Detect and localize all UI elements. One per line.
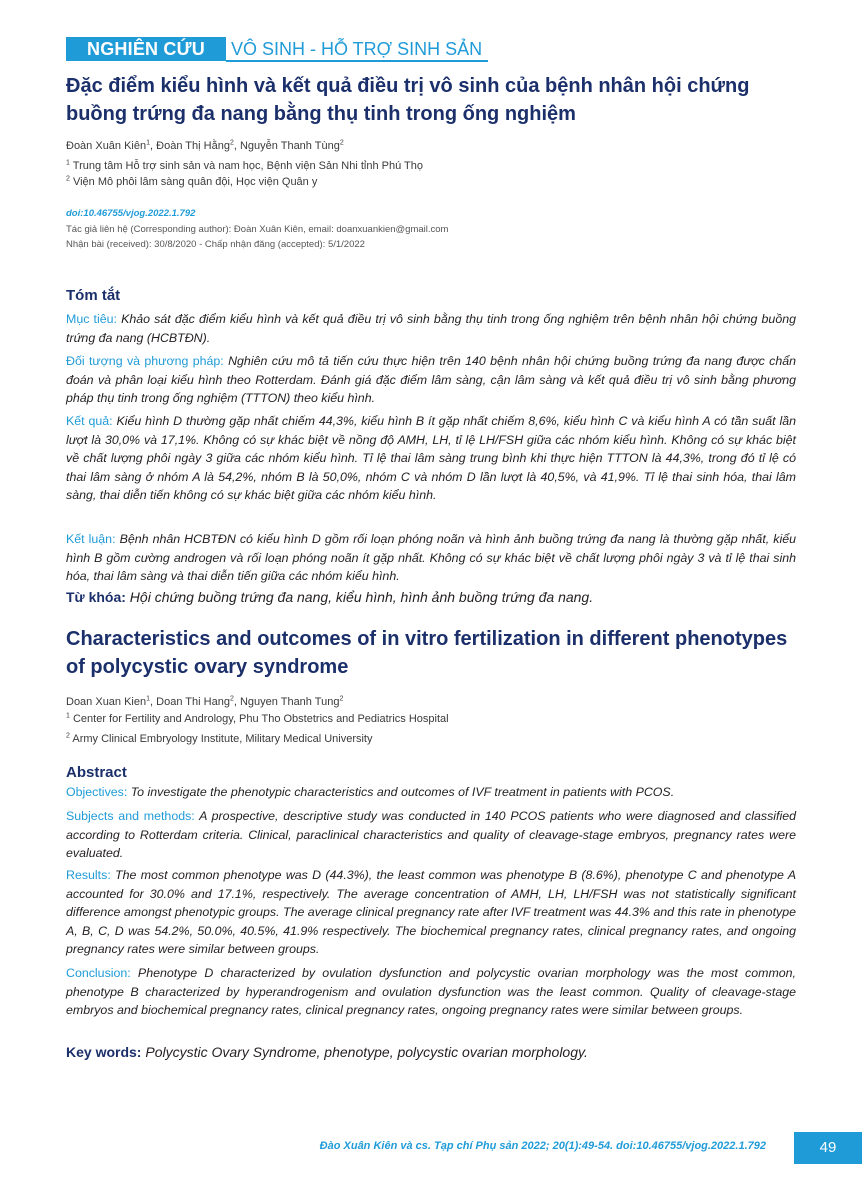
vn-keywords: Từ khóa: Hội chứng buồng trứng đa nang, kiểu hình, hình ảnh buồng trứng đa nang. <box>66 589 594 605</box>
section-topic: VÔ SINH - HỖ TRỢ SINH SẢN <box>231 39 483 59</box>
vn-methods: Đối tượng và phương pháp: Nghiên cứu mô tả tiến cứu thực hiện trên 140 bệnh nhân hội chứng buồng trứng đa nang được chẩn đoán và phân loại kiểu hình theo Rotterdam. Đánh giá đặc điểm lâm sàng, cận lâm sàng và kết quả điều trị vô sinh bằng phương pháp thụ tinh trong ống nghiệm (TTTON) theo kiểu hình. <box>66 354 796 405</box>
received-accepted-dates: Nhận bài (received): 30/8/2020 - Chấp nhận đăng (accepted): 5/1/2022 <box>66 239 365 250</box>
corresponding-author: Tác giả liên hệ (Corresponding author): Đoàn Xuân Kiên, email: doanxuankien@gmail.com <box>66 224 449 235</box>
abstract-heading: Abstract <box>66 764 127 781</box>
en-objectives: Objectives: To investigate the phenotypic characteristics and outcomes of IVF treatment in patients with PCOS. <box>66 785 675 799</box>
footer-citation: Đào Xuân Kiên và cs. Tạp chí Phụ sản 2022; 20(1):49-54. doi:10.46755/vjog.2022.1.792 <box>319 1140 766 1152</box>
en-methods: Subjects and methods: A prospective, descriptive study was conducted in 140 PCOS patients who were diagnosed and classified according to Rotterdam criteria. Clinical, paraclinical characteristics and quality of cleavage-stage embryos, pregnancy rates were evaluated. <box>66 809 796 860</box>
affiliation-2-en: $^2$ Army Clinical Embryology Institute, Military Medical University <box>66 732 373 745</box>
summary-heading: Tóm tắt <box>66 287 121 304</box>
vn-conclusion: Kết luận: Bệnh nhân HCBTĐN có kiểu hình D gồm rối loạn phóng noãn và hình ảnh buồng trứng đa nang là thường gặp nhất, kiểu hình B gồm cường androgen và rối loạn phóng noãn ít gặp nhất. Không có sự khác biệt về chất lượng phôi ngày 3 và tỉ lệ thai sinh hóa, thai lâm sàng và thai diễn tiến giữa các nhóm kiểu hình. <box>66 532 796 583</box>
authors-vn: Đoàn Xuân Kiên$^1$, Đoàn Thị Hằng$^2$, Nguyễn Thanh Tùng$^2$ <box>66 139 344 152</box>
page-number: 49 <box>794 1132 862 1164</box>
article-title-vn: Đặc điểm kiểu hình và kết quả điều trị vô sinh của bệnh nhân hội chứng buồng trứng đa nang bằng thụ tinh trong ống nghiệm <box>66 75 750 125</box>
affiliation-1-vn: $^1$ Trung tâm Hỗ trợ sinh sản và nam học, Bệnh viện Sản Nhi tỉnh Phú Thọ <box>66 159 423 172</box>
doi-link[interactable]: doi:10.46755/vjog.2022.1.792 <box>66 208 196 219</box>
en-results: Results: The most common phenotype was D (44.3%), the least common was phenotype B (8.6%), phenotype C and phenotype A accounted for 30.0% and 17.1%, respectively. The average concentration of AMH, LH, LH/FSH was not statistically significant difference amongst phenotypic groups. The average clinical pregnancy rate after IVF treatment was 44.3% and this rate in phenotype A, B, C, D was 54.2%, 50.0%, 40.5%, 41.9% respectively. The biochemical pregnancy rates, clinical pregnancy rates, and ongoing pregnancy rates were similar between groups. <box>66 868 796 956</box>
article-title-en: Characteristics and outcomes of in vitro fertilization in different phenotypes of polycystic ovary syndrome <box>66 628 788 678</box>
en-conclusion: Conclusion: Phenotype D characterized by ovulation dysfunction and polycystic ovarian morphology was the most common, phenotype B characterized by hyperandrogenism and ovulation dysfunction was the least common. Quality of cleavage-stage embryos and biochemical pregnancy rates, clinical pregnancy rates, ongoing pregnancy rates were similar between groups. <box>66 966 796 1017</box>
section-tag: NGHIÊN CỨU <box>66 37 226 61</box>
affiliation-1-en: $^1$ Center for Fertility and Andrology, Phu Tho Obstetrics and Pediatrics Hospital <box>66 712 449 725</box>
en-keywords: Key words: Polycystic Ovary Syndrome, phenotype, polycystic ovarian morphology. <box>66 1044 588 1060</box>
header-underline <box>226 60 488 62</box>
vn-results: Kết quả: Kiểu hình D thường gặp nhất chiếm 44,3%, kiểu hình B ít gặp nhất chiếm 8,6%, kiểu hình C và kiểu hình A có tần suất lần lượt là 30,0% và 17,1%. Không có sự khác biệt về nồng độ AMH, LH, tỉ lệ LH/FSH giữa các nhóm kiểu hình. Không có sự khác biệt về chất lượng phôi ngày 3 giữa các nhóm kiểu hình. Tỉ lệ thai lâm sàng trung bình khi thực hiện TTTON là 44,3%, trong đó tỉ lệ có thai lâm sàng ở nhóm A là 54,2%, nhóm B là 50,0%, nhóm C và nhóm D lần lượt là 40,5%, và 41,9%. Tỉ lệ thai sinh hóa, thai lâm sàng, thai diễn tiến không có sự khác biệt giữa các nhóm kiểu hình. <box>66 414 796 502</box>
affiliation-2-vn: $^2$ Viện Mô phôi lâm sàng quân đội, Học viện Quân y <box>66 175 318 188</box>
authors-en: Doan Xuan Kien$^1$, Doan Thi Hang$^2$, Nguyen Thanh Tung$^2$ <box>66 695 344 708</box>
vn-objective: Mục tiêu: Khảo sát đặc điểm kiểu hình và kết quả điều trị vô sinh bằng thụ tinh trong ống nghiệm trên bệnh nhân hội chứng buồng trứng đa nang (HCBTĐN). <box>66 312 796 345</box>
